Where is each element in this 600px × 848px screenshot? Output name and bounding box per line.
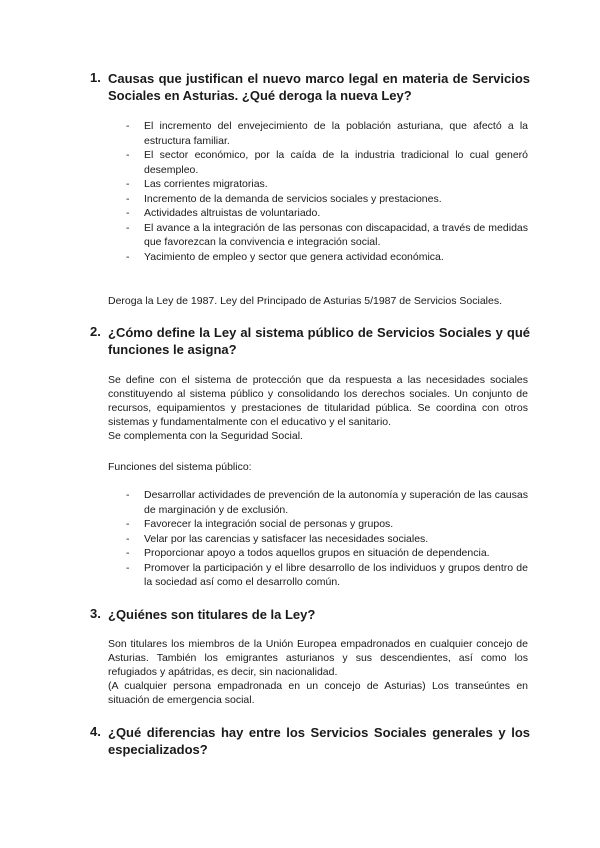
question-1-list [108,119,528,264]
list-item: - Velar por las carencias y satisfacer las necesidades sociales. [108,532,528,547]
question-2-list [108,488,528,590]
list-item: - Promover la participación y el libre desarrollo de los individuos y grupos dentro de la sociedad así como el desarrollo común. [108,561,528,590]
list-item: - Actividades altruistas de voluntariado. [108,206,528,221]
question-2-functions-heading [108,460,528,474]
paragraph-text: Funciones del sistema público: [108,461,252,473]
question-number: 3. [90,606,101,621]
list-item: - Las corrientes migratorias. [108,177,528,192]
paragraph-text: (A cualquier persona empadronada en un concejo de Asturias) Los transeúntes en situación de emergencia social. [108,680,528,706]
question-number: 2. [90,324,101,339]
question-1-paragraph [108,294,528,308]
paragraph-text: Se complementa con la Seguridad Social. [108,430,303,442]
paragraph-text: Se define con el sistema de protección que da respuesta a las necesidades sociales constituyendo al sistema público y consolidando los derechos sociales. Un conjunto de recursos, equipamientos y prestaciones de titularidad pública. Se coordina con otros sistemas y fundamentalmente con el educativo y el sanitario. [108,374,528,428]
question-title: ¿Qué diferencias hay entre los Servicios Sociales generales y los especializados? [108,725,530,757]
list-item: - El avance a la integración de las personas con discapacidad, a través de medidas que favorezcan la convivencia e integración social. [108,221,528,250]
question-number: 1. [90,70,101,85]
list-item: - El sector económico, por la caída de la industria tradicional lo cual generó desempleo. [108,148,528,177]
question-title: Causas que justifican el nuevo marco legal en materia de Servicios Sociales en Asturias. ¿Qué deroga la nueva Ley? [108,71,530,103]
paragraph-text: Deroga la Ley de 1987. Ley del Principado de Asturias 5/1987 de Servicios Sociales. [108,295,502,307]
list-item: - Desarrollar actividades de prevención de la autonomía y superación de las causas de marginación y de exclusión. [108,488,528,517]
list-item: - Yacimiento de empleo y sector que genera actividad económica. [108,250,528,265]
question-3-paragraph [108,637,528,707]
question-number: 4. [90,724,101,739]
question-2-definition [108,373,528,443]
question-title: ¿Quiénes son titulares de la Ley? [108,607,316,622]
list-item: - Favorecer la integración social de personas y grupos. [108,517,528,532]
list-item: - Proporcionar apoyo a todos aquellos grupos en situación de dependencia. [108,546,528,561]
question-title: ¿Cómo define la Ley al sistema público de Servicios Sociales y qué funciones le asigna? [108,325,530,357]
question-4-heading [90,724,530,758]
list-item: - Incremento de la demanda de servicios sociales y prestaciones. [108,192,528,207]
question-3-heading [90,606,530,623]
question-1-heading [90,70,530,104]
paragraph-text: Son titulares los miembros de la Unión Europea empadronados en cualquier concejo de Asturias. También los emigrantes asturianos y sus descendientes, así como los refugiados y apátridas, es decir, sin nacionalidad. [108,638,528,678]
question-2-heading [90,324,530,358]
list-item: - El incremento del envejecimiento de la población asturiana, que afectó a la estructura familiar. [108,119,528,148]
